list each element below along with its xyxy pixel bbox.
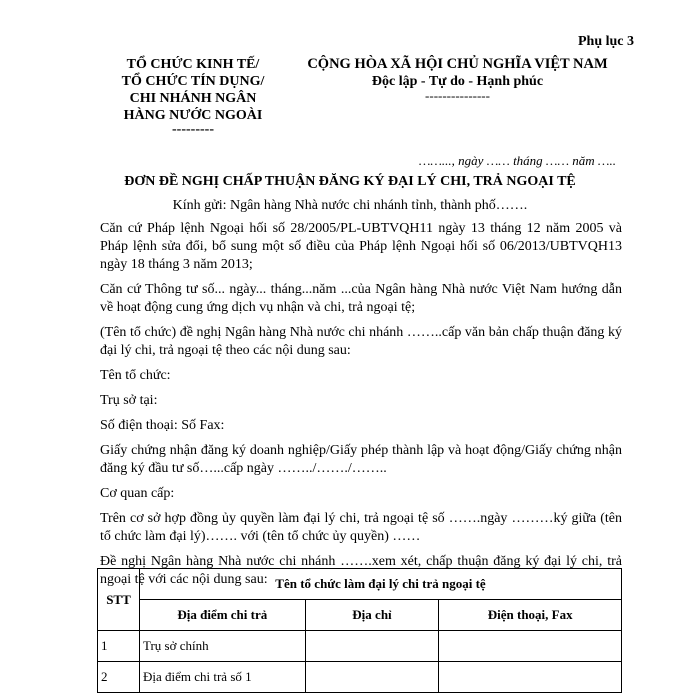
- header-address: Địa chỉ: [305, 600, 439, 631]
- agent-table: [97, 568, 622, 693]
- cell-location: Trụ sở chính: [139, 631, 305, 662]
- cell-stt: 1: [98, 631, 140, 662]
- cell-phone-fax: [439, 662, 622, 693]
- organization-block: [108, 56, 278, 136]
- organization-rule: ---------: [172, 122, 214, 137]
- organization-line: CHI NHÁNH NGÂN: [129, 91, 257, 106]
- document-title: ĐƠN ĐỀ NGHỊ CHẤP THUẬN ĐĂNG KÝ ĐẠI LÝ CHI, TRẢ NGOẠI TỆ: [124, 174, 576, 189]
- paragraph: Căn cứ Pháp lệnh Ngoại hối số 28/2005/PL-UBTVQH11 ngày 13 tháng 12 năm 2005 và Pháp lệnh sửa đổi, bổ sung một số điều của Pháp lệnh Ngoại hối số 06/2013/UBTVQH13 ngày 18 tháng 3 năm 2013;: [100, 221, 622, 272]
- organization-line: HÀNG NƯỚC NGOÀI: [123, 108, 263, 123]
- date-line: ……..., ngày …… tháng …… năm …..: [418, 153, 616, 168]
- organization-line: TỔ CHỨC KINH TẾ/: [126, 57, 260, 72]
- organization-line: TỔ CHỨC TÍN DỤNG/: [121, 74, 265, 89]
- cell-phone-fax: [439, 631, 622, 662]
- paragraph: Đề nghị Ngân hàng Nhà nước chi nhánh …….xem xét, chấp thuận đăng ký đại lý chi, trả ngoại tệ với các nội dung sau:: [100, 554, 622, 587]
- header-phone-fax: Điện thoại, Fax: [439, 600, 622, 631]
- national-header: [300, 56, 615, 102]
- table-row: [98, 631, 622, 662]
- field-org-name: Tên tổ chức:: [100, 368, 171, 383]
- nation-name: CỘNG HÒA XÃ HỘI CHỦ NGHĨA VIỆT NAM: [307, 56, 608, 72]
- header-group: Tên tổ chức làm đại lý chi trả ngoại tệ: [139, 569, 621, 600]
- motto: Độc lập - Tự do - Hạnh phúc: [371, 74, 544, 89]
- header-stt: STT: [98, 569, 140, 631]
- cell-address: [305, 662, 439, 693]
- field-certificate: Giấy chứng nhận đăng ký doanh nghiệp/Giấy phép thành lập và hoạt động/Giấy chứng nhận đăng ký đầu tư số…...cấp ngày ……../……./……..: [100, 443, 622, 476]
- motto-rule: ---------------: [425, 88, 490, 103]
- appendix-label: Phụ lục 3: [577, 34, 634, 49]
- header-location: Địa điểm chi trả: [139, 600, 305, 631]
- document-body: [100, 220, 622, 596]
- field-phone-fax: Số điện thoại: Số Fax:: [100, 418, 225, 433]
- field-issuing-agency: Cơ quan cấp:: [100, 486, 175, 501]
- cell-location: Địa điểm chi trả số 1: [139, 662, 305, 693]
- field-headquarters: Trụ sở tại:: [100, 393, 158, 408]
- paragraph: Trên cơ sở hợp đồng ủy quyền làm đại lý chi, trả ngoại tệ số …….ngày ………ký giữa (tên tổ chức làm đại lý)……. với (tên tổ chức ủy quyền) ……: [100, 511, 622, 544]
- recipient-line: Kính gửi: Ngân hàng Nhà nước chi nhánh tỉnh, thành phố…….: [172, 198, 528, 213]
- table-subheader-row: [98, 600, 622, 631]
- paragraph: Căn cứ Thông tư số... ngày... tháng...năm ...của Ngân hàng Nhà nước Việt Nam hướng dẫn về hoạt động cung ứng dịch vụ nhận và chi, trả ngoại tệ;: [100, 282, 622, 315]
- table-header-row: [98, 569, 622, 600]
- table-row: [98, 662, 622, 693]
- cell-address: [305, 631, 439, 662]
- paragraph: (Tên tổ chức) đề nghị Ngân hàng Nhà nước chi nhánh ……..cấp văn bản chấp thuận đăng ký đại lý chi, trả ngoại tệ theo các nội dung sau:: [100, 325, 622, 358]
- cell-stt: 2: [98, 662, 140, 693]
